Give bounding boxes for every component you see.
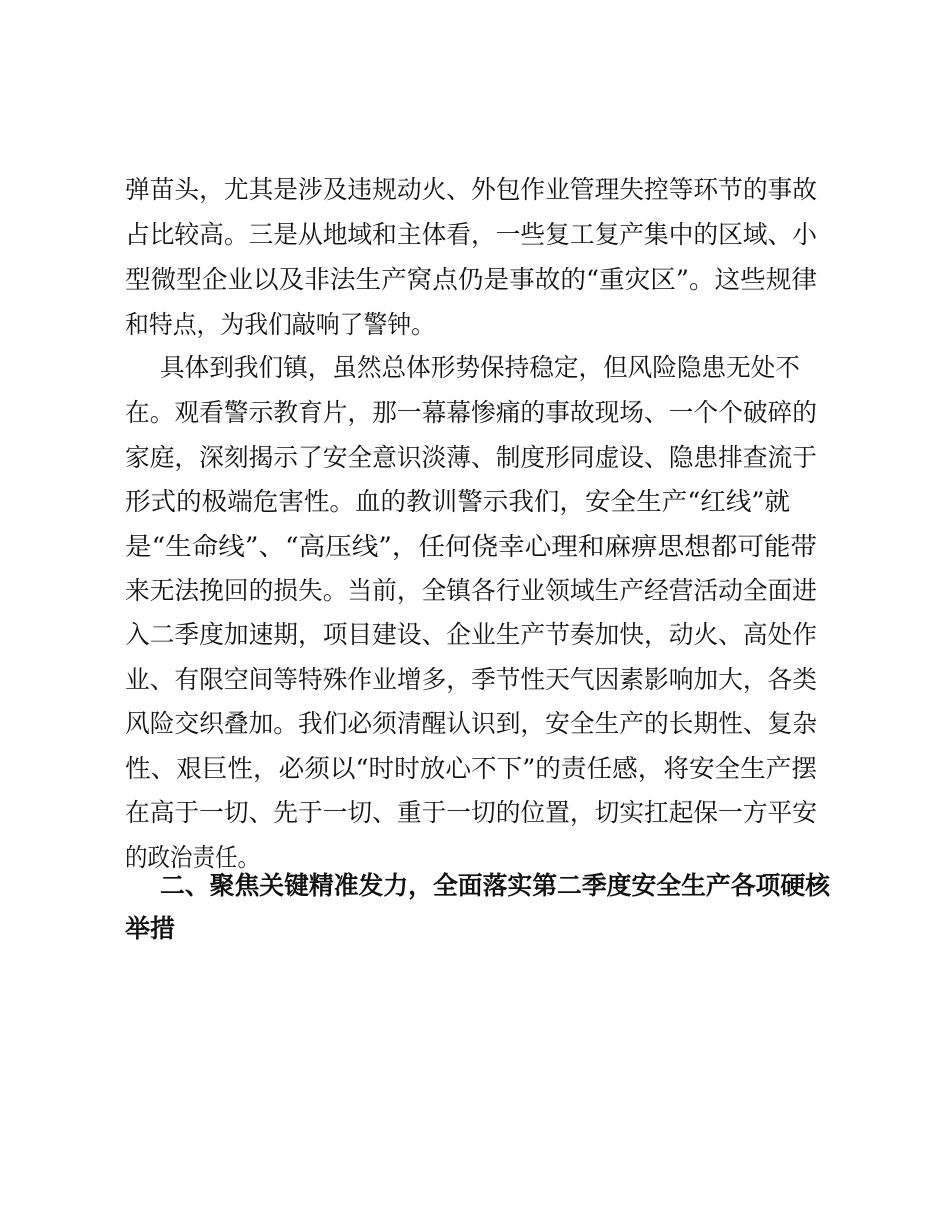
line-text: 具体到我们镇，虽然总体形势保持稳定，但风险隐患无处不 [160, 353, 800, 382]
paragraph-2-line [0, 348, 950, 388]
line-text: 性、艰巨性，必须以“时时放心不下”的责任感，将安全生产摆 [125, 754, 817, 783]
paragraph-2-line [0, 660, 950, 700]
line-text: 形式的极端危害性。血的教训警示我们，安全生产“红线”就 [125, 487, 790, 516]
line-text: 入二季度加速期，项目建设、企业生产节奏加快，动火、高处作 [125, 620, 817, 649]
paragraph-2-line [0, 482, 950, 522]
section-heading-text: 二、聚焦关键精准发力，全面落实第二季度安全生产各项硬核 [160, 871, 830, 900]
line-text: 型微型企业以及非法生产窝点仍是事故的“重灾区”。这些规律 [125, 265, 817, 294]
paragraph-2-line [0, 393, 950, 433]
paragraph-2-line [0, 615, 950, 655]
paragraph-2-line [0, 704, 950, 744]
paragraph-2-line [0, 527, 950, 567]
line-text: 和特点，为我们敲响了警钟。 [125, 310, 435, 339]
paragraph-1-line [0, 260, 950, 300]
line-text: 风险交织叠加。我们必须清醒认识到，安全生产的长期性、复杂 [125, 709, 817, 738]
line-text: 在高于一切、先于一切、重于一切的位置，切实扛起保一方平安 [125, 798, 817, 827]
paragraph-1-line [0, 305, 950, 345]
line-text: 弹苗头，尤其是涉及违规动火、外包作业管理失控等环节的事故 [125, 175, 817, 204]
line-text: 的政治责任。 [125, 843, 260, 872]
paragraph-2-line [0, 749, 950, 789]
section-heading-text: 举措 [125, 914, 175, 943]
paragraph-1-line [0, 215, 950, 255]
section-heading-line [0, 866, 950, 906]
paragraph-2-line [0, 793, 950, 833]
line-text: 业、有限空间等特殊作业增多，季节性天气因素影响加大，各类 [125, 665, 817, 694]
line-text: 是“生命线”、“高压线”，任何侥幸心理和麻痹思想都可能带 [125, 532, 817, 561]
line-text: 在。观看警示教育片，那一幕幕惨痛的事故现场、一个个破碎的 [125, 398, 817, 427]
section-heading-line [0, 909, 950, 949]
paragraph-1-line [0, 170, 950, 210]
line-text: 来无法挽回的损失。当前，全镇各行业领域生产经营活动全面进 [125, 576, 817, 605]
paragraph-2-line [0, 438, 950, 478]
paragraph-2-line [0, 571, 950, 611]
line-text: 家庭，深刻揭示了安全意识淡薄、制度形同虚设、隐患排查流于 [125, 443, 817, 472]
line-text: 占比较高。三是从地域和主体看，一些复工复产集中的区域、小 [125, 220, 817, 249]
